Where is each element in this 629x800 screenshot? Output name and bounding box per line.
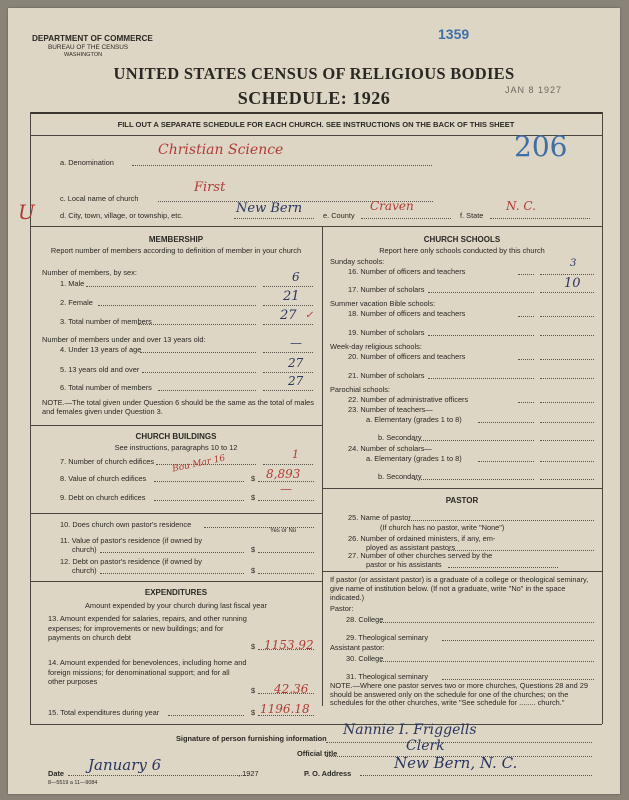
exp-row-15-value: 1196.18 (260, 702, 310, 716)
pastor-note: NOTE.—Where one pastor serves two or more churches, Questions 28 and 29 should be answered only on the schedule for one of the churches; on the schedules for the other churches, write "See schedule for ........ church." (330, 681, 588, 708)
form-subtitle: SCHEDULE: 1926 (237, 88, 391, 108)
summer-schools-label: Summer vacation Bible schools: (330, 299, 436, 308)
row-3-label: 3. Total number of members (60, 317, 152, 326)
pastor-row-26-cont: ployed as assistant pastors (366, 543, 456, 552)
signature-value: Nannie I. Friggells (343, 722, 477, 738)
official-title-value: Clerk (406, 738, 445, 754)
date-year: , 1927 (238, 769, 259, 778)
dept-name: DEPARTMENT OF COMMERCE (32, 34, 153, 43)
signature-label: Signature of person furnishing information (176, 734, 327, 743)
schools-row-16-label: 16. Number of officers and teachers (348, 267, 466, 276)
po-address-label: P. O. Address (304, 769, 352, 778)
membership-heading: MEMBERSHIP (148, 235, 204, 244)
buildings-row-12-label: 12. Debt on pastor's residence (if owned by (60, 557, 202, 566)
margin-mark: U (18, 200, 35, 224)
sunday-schools-label: Sunday schools: (330, 257, 385, 266)
denomination-label: a. Denomination (60, 158, 114, 167)
pastor-row-25-note: (If church has no pastor, write "None") (380, 523, 505, 532)
buildings-row-11-dollar: $ (251, 545, 256, 554)
expenditures-instruction: Amount expended by your church during last fiscal year (85, 601, 267, 610)
po-address-value: New Bern, N. C. (394, 754, 518, 772)
buildings-row-11-label: 11. Value of pastor's residence (if owned by (60, 536, 203, 545)
buildings-row-9-label: 9. Debt on church edifices (60, 493, 146, 502)
pastor-row-27-label: 27. Number of other churches served by the (348, 551, 493, 560)
buildings-row-8-note: Bou Mar 16 (171, 453, 227, 475)
schools-row-21-label: 21. Number of scholars (348, 371, 425, 380)
stamp-number: 1359 (438, 26, 470, 42)
buildings-row-11-cont: church) (72, 545, 97, 554)
pastor-label: Pastor: (330, 604, 354, 613)
row-4-label: 4. Under 13 years of age (60, 345, 142, 354)
by-sex-label: Number of members, by sex: (42, 268, 137, 277)
instruction-line: FILL OUT A SEPARATE SCHEDULE FOR EACH CHURCH. SEE INSTRUCTIONS ON THE BACK OF THIS SHEET (117, 120, 515, 129)
bureau-location: WASHINGTON (64, 52, 103, 58)
city-value: New Bern (236, 201, 303, 216)
row-5-value: 27 (288, 356, 304, 370)
received-stamp: JAN 8 1927 (505, 85, 563, 95)
assistant-pastor-label: Assistant pastor: (330, 643, 385, 652)
schools-row-16-value: 3 (570, 258, 577, 269)
county-value: Craven (370, 199, 414, 213)
schools-row-24b-label: b. Secondary (378, 472, 422, 481)
buildings-row-8-value: 8,893 (266, 467, 301, 481)
exp-row-13-value: 1153.92 (264, 638, 314, 652)
by-age-label: Number of members under and over 13 years old: (42, 335, 206, 344)
buildings-row-9-dollar: $ (251, 493, 256, 502)
exp-row-14-value: 42.36 (274, 682, 309, 696)
buildings-heading: CHURCH BUILDINGS (135, 432, 217, 441)
local-name-label: c. Local name of church (60, 194, 139, 203)
denomination-code: 206 (514, 130, 568, 163)
row-1-value: 6 (292, 270, 300, 284)
buildings-instruction: See instructions, paragraphs 10 to 12 (114, 443, 238, 452)
membership-instruction: Report number of members according to definition of member in your church (50, 246, 302, 255)
buildings-row-12-dollar: $ (251, 566, 256, 575)
parochial-schools-label: Parochial schools: (330, 385, 390, 394)
exp-row-15-dollar: $ (251, 708, 256, 717)
pastor-row-30-label: 30. College (346, 654, 384, 663)
buildings-row-9-value: — (280, 482, 292, 496)
pastor-row-26-label: 26. Number of ordained ministers, if any, em- (348, 534, 496, 543)
row-2-label: 2. Female (60, 298, 93, 307)
buildings-row-7-value: 1 (292, 448, 299, 461)
row-3-value: 27 (280, 308, 297, 323)
state-value: N. C. (506, 199, 536, 213)
schools-row-23a-label: a. Elementary (grades 1 to 8) (366, 415, 462, 424)
row-6-value: 27 (288, 374, 304, 388)
denomination-value: Christian Science (158, 142, 284, 158)
schools-row-23b-label: b. Secondary (378, 433, 422, 442)
pastor-row-25-label: 25. Name of pastor (348, 513, 411, 522)
state-label: f. State (460, 211, 484, 220)
date-value: January 6 (88, 756, 162, 774)
form-number: 8—5519 a 11—9084 (48, 780, 98, 786)
row-2-value: 21 (283, 289, 300, 304)
bureau-name: BUREAU OF THE CENSUS (48, 44, 129, 51)
schools-row-20-label: 20. Number of officers and teachers (348, 352, 466, 361)
exp-row-13-dollar: $ (251, 642, 256, 651)
pastor-row-28-label: 28. College (346, 615, 384, 624)
buildings-row-7-label: 7. Number of church edifices (60, 457, 155, 466)
pastor-row-29-label: 29. Theological seminary (346, 633, 429, 642)
graduate-instruction: If pastor (or assistant pastor) is a graduate of a college or theological seminary, give name of institution below. (If not a graduate, write "No" in the space indicated.) (330, 575, 589, 602)
check-mark-3: ✓ (305, 310, 314, 321)
exp-row-14-label: 14. Amount expended for benevolences, including home and foreign missions; for denominational support; and for all other purposes (48, 658, 247, 686)
weekday-schools-label: Week-day religious schools: (330, 342, 422, 351)
pastor-row-31-label: 31. Theological seminary (346, 672, 429, 681)
row-5-label: 5. 13 years old and over (60, 365, 140, 374)
yes-or-no-label: Yes or No (270, 528, 297, 534)
schools-row-17-value: 10 (564, 276, 581, 291)
schools-instruction: Report here only schools conducted by this church (379, 246, 545, 255)
buildings-row-8-label: 8. Value of church edifices (60, 474, 147, 483)
buildings-row-8-dollar: $ (251, 474, 256, 483)
county-label: e. County (323, 211, 355, 220)
official-title-label: Official title (297, 749, 338, 758)
exp-row-14-dollar: $ (251, 686, 256, 695)
date-label: Date (48, 769, 65, 778)
schools-row-18-label: 18. Number of officers and teachers (348, 309, 466, 318)
row-6-label: 6. Total number of members (60, 383, 152, 392)
schools-row-22-label: 22. Number of administrative officers (348, 395, 469, 404)
exp-row-15-label: 15. Total expenditures during year (48, 708, 160, 717)
pastor-heading: PASTOR (445, 496, 479, 505)
buildings-row-12-cont: church) (72, 566, 97, 575)
schools-heading: CHURCH SCHOOLS (423, 235, 501, 244)
buildings-row-10-label: 10. Does church own pastor's residence (60, 520, 192, 529)
city-label: d. City, town, village, or township, etc. (60, 211, 184, 220)
row-1-label: 1. Male (60, 279, 85, 288)
pastor-row-27-cont: pastor or his assistants (366, 560, 442, 569)
local-name-value: First (194, 180, 226, 195)
form-title: UNITED STATES CENSUS OF RELIGIOUS BODIES (113, 64, 515, 83)
schools-row-24-label: 24. Number of scholars— (348, 444, 432, 453)
schools-row-19-label: 19. Number of scholars (348, 328, 425, 337)
schools-row-17-label: 17. Number of scholars (348, 285, 425, 294)
census-schedule-page (8, 8, 620, 794)
row-4-value: — (290, 336, 302, 350)
schools-row-23-label: 23. Number of teachers— (348, 405, 433, 414)
expenditures-heading: EXPENDITURES (144, 588, 208, 597)
exp-row-13-label: 13. Amount expended for salaries, repairs, and other running expenses; for improvements or new buildings; and for payments on church debt (48, 614, 247, 642)
schools-row-24a-label: a. Elementary (grades 1 to 8) (366, 454, 462, 463)
membership-note: NOTE.—The total given under Question 6 should be the same as the total of males and females given under Question 3. (42, 398, 314, 416)
